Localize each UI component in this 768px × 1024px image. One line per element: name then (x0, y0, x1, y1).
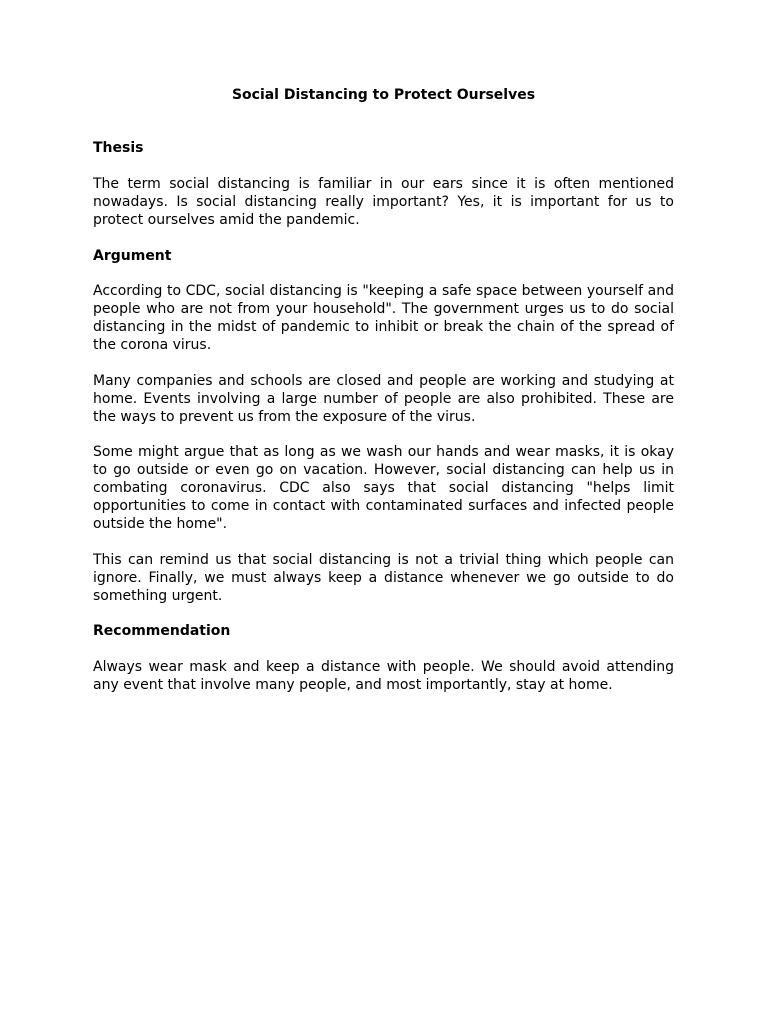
section-heading-thesis: Thesis (93, 140, 144, 156)
argument-paragraph-2: Many companies and schools are closed and people are working and studying at home. Events involving a large number of people are also prohibited. These are the ways to prevent us from the exposure of the virus. (93, 373, 674, 425)
argument-paragraph-4: This can remind us that social distancing is not a trivial thing which people can ignore. Finally, we must always keep a distance whenever we go outside to do something urgent. (93, 552, 674, 604)
thesis-paragraph: The term social distancing is familiar in our ears since it is often mentioned nowadays. Is social distancing really important? Yes, it is important for us to protect ourselves amid the pandemic. (93, 176, 674, 228)
recommendation-paragraph: Always wear mask and keep a distance with people. We should avoid attending any event that involve many people, and most importantly, stay at home. (93, 659, 674, 693)
argument-paragraph-3: Some might argue that as long as we wash our hands and wear masks, it is okay to go outside or even go on vacation. However, social distancing can help us in combating coronavirus. CDC also says that social distancing "helps limit opportunities to come in contact with contaminated surfaces and infected people outside the home". (93, 444, 674, 532)
document-title: Social Distancing to Protect Ourselves (231, 87, 536, 103)
argument-paragraph-1: According to CDC, social distancing is "keeping a safe space between yourself and people who are not from your household". The government urges us to do social distancing in the midst of pandemic to inhibit or break the chain of the spread of the corona virus. (93, 283, 674, 353)
section-heading-recommendation: Recommendation (93, 623, 231, 639)
section-heading-argument: Argument (93, 248, 172, 264)
